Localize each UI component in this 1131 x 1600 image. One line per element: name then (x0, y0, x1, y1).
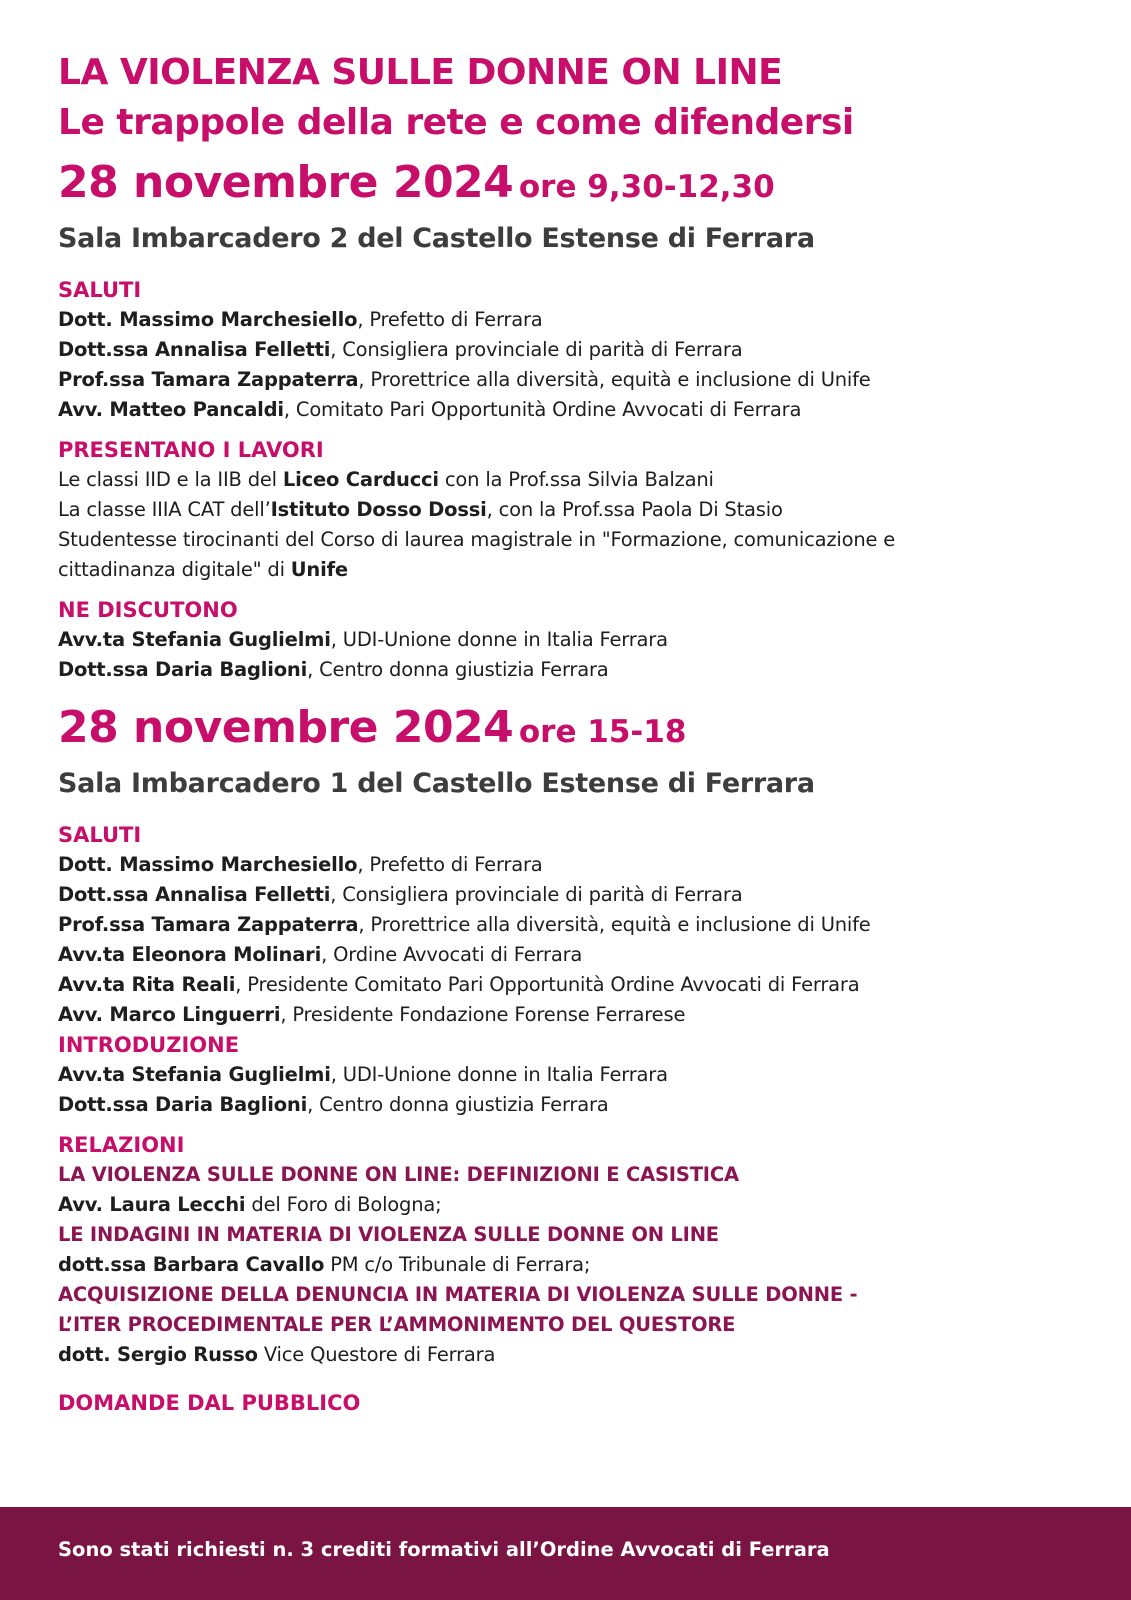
presentano-line: Le classi IID e la IIB del Liceo Carducci con la Prof.ssa Silvia Balzani (58, 468, 714, 491)
session2-datetime (58, 699, 1098, 766)
session1-datetime (58, 154, 1098, 221)
event-subtitle: Le trappole della rete e come difendersi (58, 102, 854, 143)
speaker-line: Avv. Marco Linguerri, Presidente Fondazione Forense Ferrarese (58, 1003, 686, 1026)
talk-title: ACQUISIZIONE DELLA DENUNCIA IN MATERIA DI VIOLENZA SULLE DONNE - (58, 1283, 858, 1306)
speaker-line: Dott.ssa Daria Baglioni, Centro donna giustizia Ferrara (58, 658, 609, 681)
event-title: LA VIOLENZA SULLE DONNE ON LINE (58, 52, 783, 93)
session2-time: ore 15-18 (518, 714, 687, 750)
session2-venue: Sala Imbarcadero 1 del Castello Estense di Ferrara (58, 768, 815, 799)
speaker-line: Dott.ssa Annalisa Felletti, Consigliera provinciale di parità di Ferrara (58, 883, 743, 906)
speaker-line: Avv.ta Rita Reali, Presidente Comitato Pari Opportunità Ordine Avvocati di Ferrara (58, 973, 860, 996)
talk-title: L’ITER PROCEDIMENTALE PER L’AMMONIMENTO DEL QUESTORE (58, 1313, 736, 1336)
presentano-line: La classe IIIA CAT dell’Istituto Dosso Dossi, con la Prof.ssa Paola Di Stasio (58, 498, 783, 521)
speaker-line: Dott. Massimo Marchesiello, Prefetto di Ferrara (58, 853, 543, 876)
session1-discutono-heading: NE DISCUTONO (58, 598, 238, 622)
session2-date: 28 novembre 2024 (58, 702, 514, 753)
speaker-line: Avv.ta Stefania Guglielmi, UDI-Unione donne in Italia Ferrara (58, 628, 668, 651)
speaker-line: dott. Sergio Russo Vice Questore di Ferrara (58, 1343, 496, 1366)
speaker-line: Avv.ta Stefania Guglielmi, UDI-Unione donne in Italia Ferrara (58, 1063, 668, 1086)
talk-title: LE INDAGINI IN MATERIA DI VIOLENZA SULLE DONNE ON LINE (58, 1223, 719, 1246)
speaker-line: Dott.ssa Daria Baglioni, Centro donna giustizia Ferrara (58, 1093, 609, 1116)
session2-relazioni-heading: RELAZIONI (58, 1133, 185, 1157)
session1-date: 28 novembre 2024 (58, 157, 514, 208)
flyer-content (58, 48, 1098, 1418)
presentano-line: Studentesse tirocinanti del Corso di laurea magistrale in "Formazione, comunicazione e (58, 528, 896, 551)
session1-presentano-heading: PRESENTANO I LAVORI (58, 438, 324, 462)
footer-credits-text: Sono stati richiesti n. 3 crediti formativi all’Ordine Avvocati di Ferrara (58, 1538, 830, 1561)
session2-saluti-heading: SALUTI (58, 823, 142, 847)
speaker-line: Avv.ta Eleonora Molinari, Ordine Avvocati di Ferrara (58, 943, 583, 966)
speaker-line: dott.ssa Barbara Cavallo PM c/o Tribunale di Ferrara; (58, 1253, 591, 1276)
speaker-line: Dott.ssa Annalisa Felletti, Consigliera provinciale di parità di Ferrara (58, 338, 743, 361)
speaker-line: Prof.ssa Tamara Zappaterra, Prorettrice alla diversità, equità e inclusione di Unife (58, 368, 871, 391)
footer-band (0, 1507, 1131, 1600)
speaker-line: Dott. Massimo Marchesiello, Prefetto di Ferrara (58, 308, 543, 331)
session1-time: ore 9,30-12,30 (518, 169, 775, 205)
session2-introduzione-heading: INTRODUZIONE (58, 1033, 240, 1057)
talk-title: LA VIOLENZA SULLE DONNE ON LINE: DEFINIZIONI E CASISTICA (58, 1163, 739, 1186)
speaker-line: Avv. Matteo Pancaldi, Comitato Pari Opportunità Ordine Avvocati di Ferrara (58, 398, 802, 421)
speaker-line: Avv. Laura Lecchi del Foro di Bologna; (58, 1193, 442, 1216)
session2-domande-heading: DOMANDE DAL PUBBLICO (58, 1391, 361, 1415)
presentano-line: cittadinanza digitale" di Unife (58, 558, 348, 581)
speaker-line: Prof.ssa Tamara Zappaterra, Prorettrice alla diversità, equità e inclusione di Unife (58, 913, 871, 936)
session1-saluti-heading: SALUTI (58, 278, 142, 302)
session1-venue: Sala Imbarcadero 2 del Castello Estense di Ferrara (58, 223, 815, 254)
